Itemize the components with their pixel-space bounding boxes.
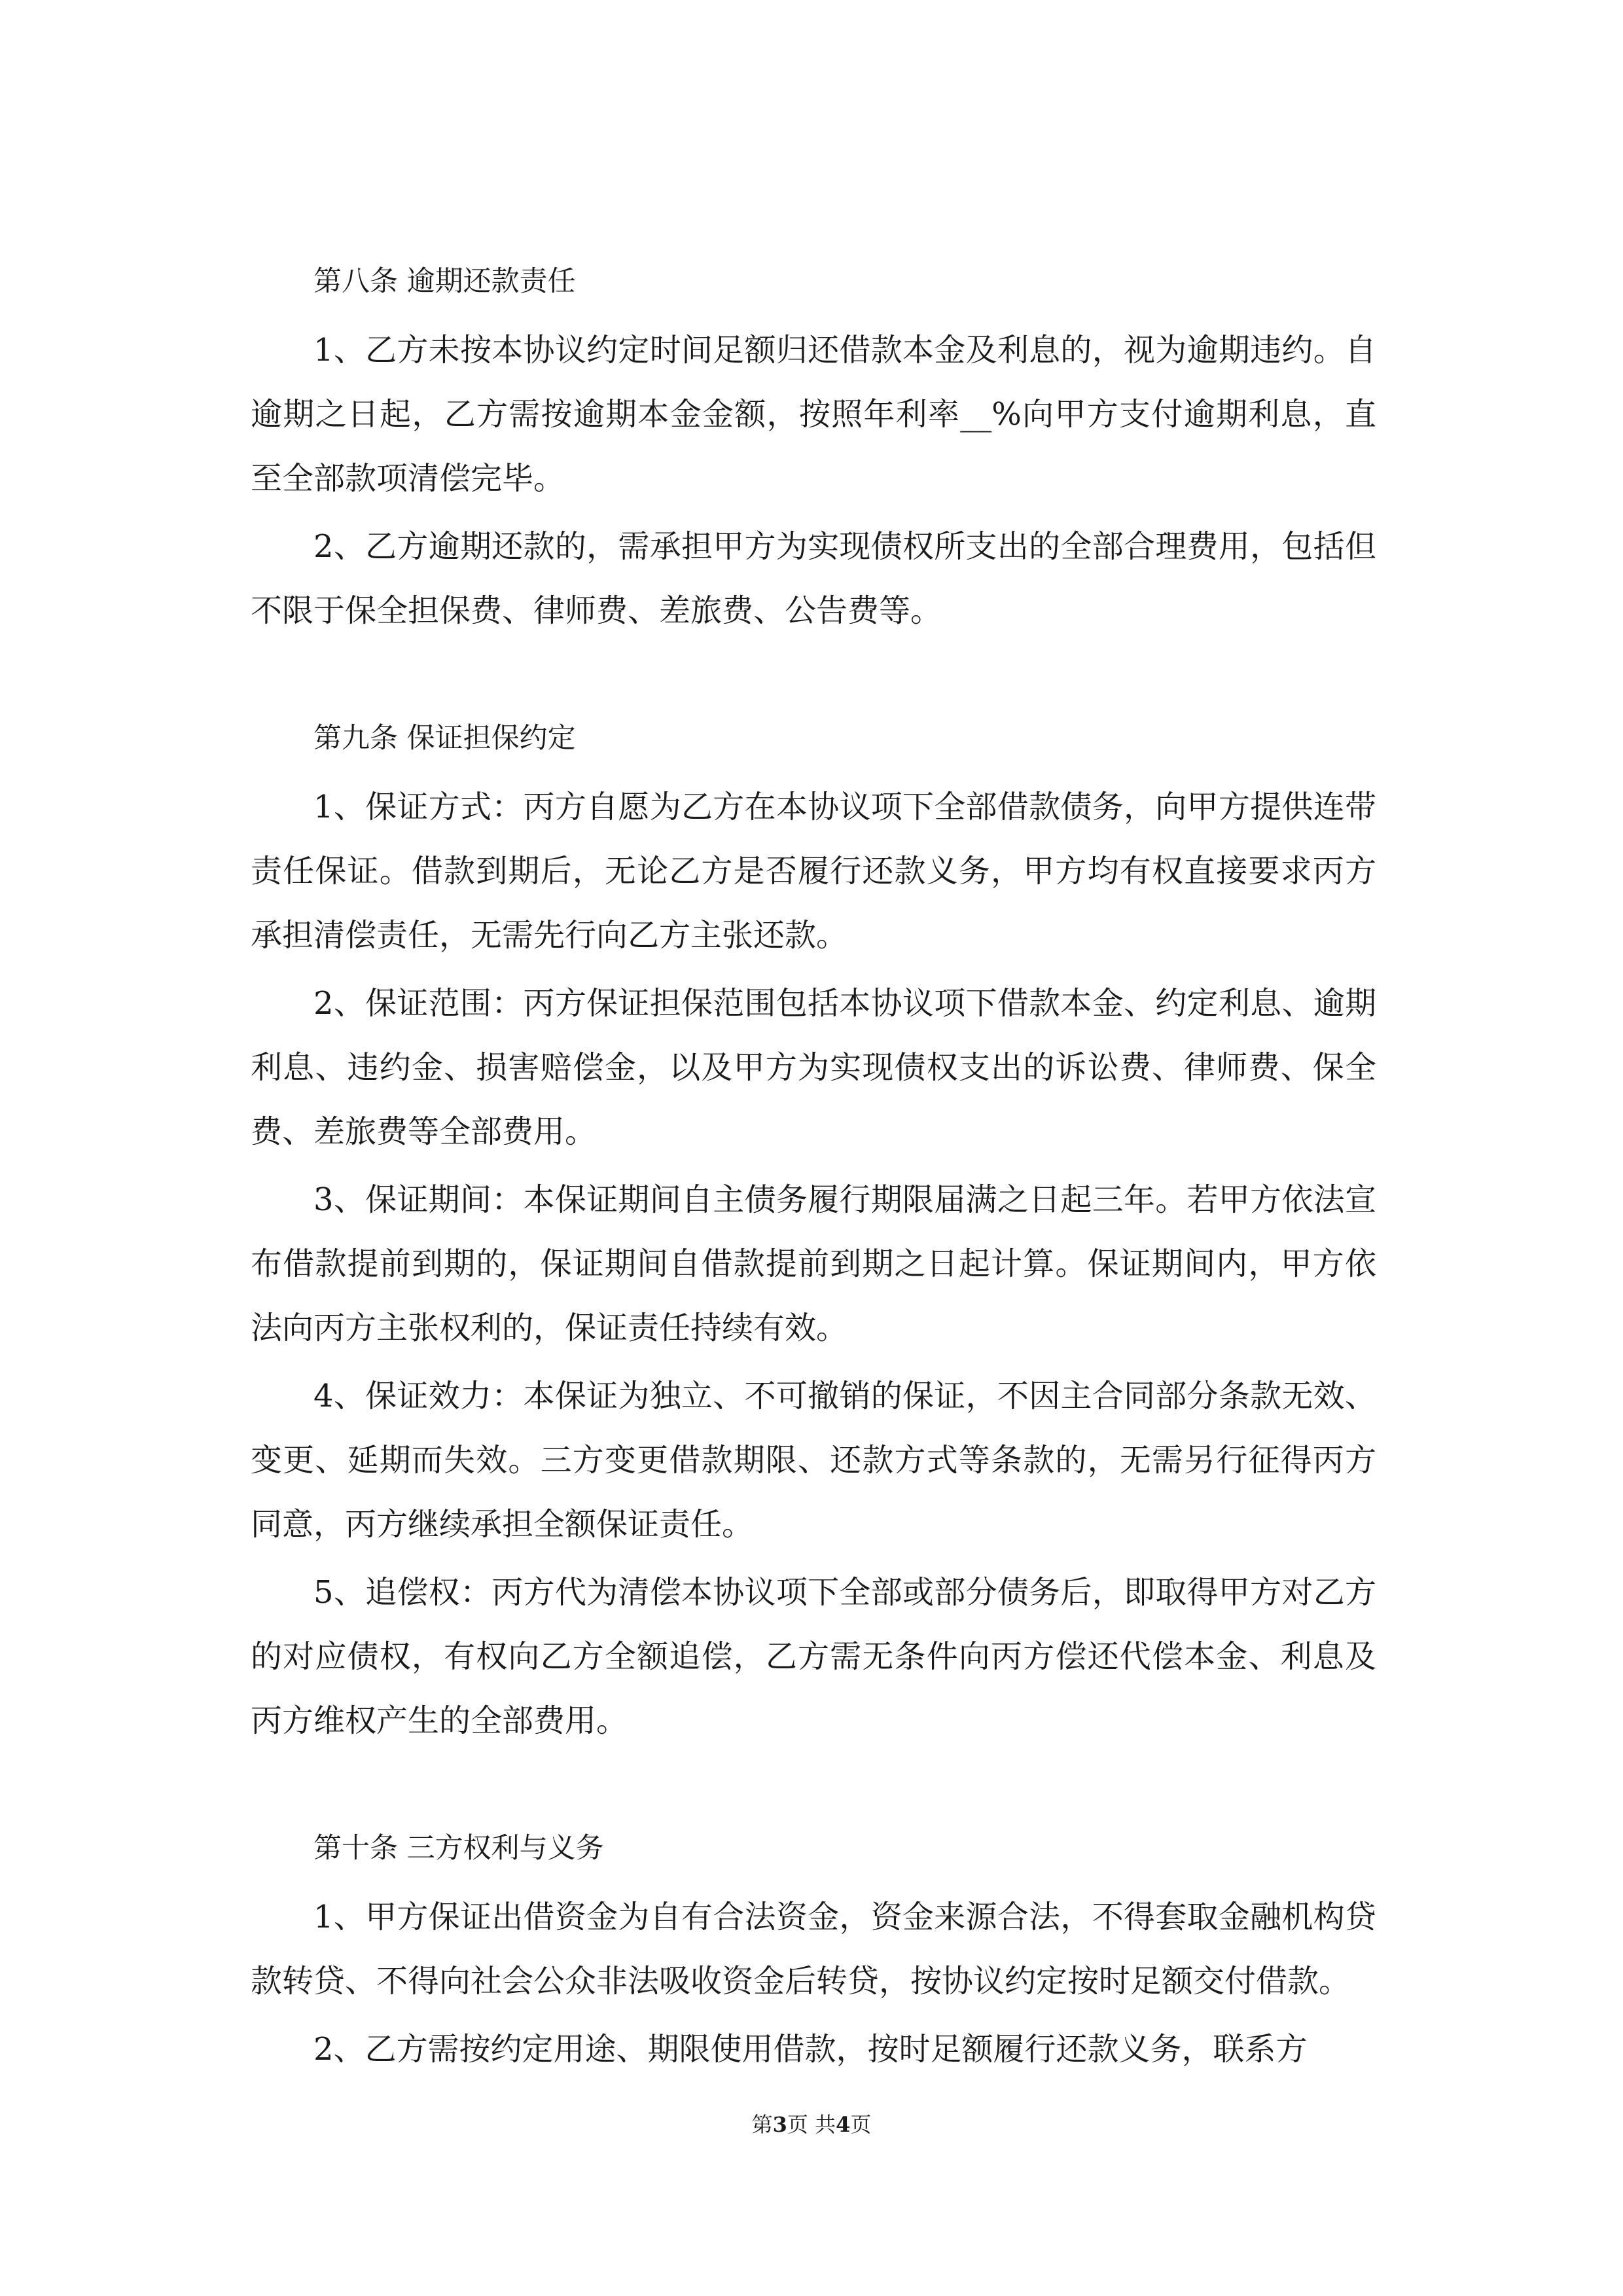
paragraph: 5、追偿权：丙方代为清偿本协议项下全部或部分债务后，即取得甲方对乙方的对应债权，有权向乙方全额追偿，乙方需无条件向丙方偿还代偿本金、利息及丙方维权产生的全部费用。	[251, 1574, 1376, 1739]
paragraph: 2、保证范围：丙方保证担保范围包括本协议项下借款本金、约定利息、逾期利息、违约金、损害赔偿金，以及甲方为实现债权支出的诉讼费、律师费、保全费、差旅费等全部费用。	[251, 985, 1376, 1150]
paragraph: 2、乙方逾期还款的，需承担甲方为实现债权所支出的全部合理费用，包括但不限于保全担保费、律师费、差旅费、公告费等。	[251, 528, 1376, 629]
document-body	[251, 249, 1376, 2081]
paragraph: 4、保证效力：本保证为独立、不可撤销的保证，不因主合同部分条款无效、变更、延期而失效。三方变更借款期限、还款方式等条款的，无需另行征得丙方同意，丙方继续承担全额保证责任。	[251, 1378, 1376, 1543]
section-article-8	[251, 249, 1376, 643]
section-heading: 第九条 保证担保约定	[313, 722, 576, 755]
footer-middle: 页 共	[787, 2112, 836, 2137]
footer-suffix: 页	[850, 2112, 872, 2137]
paragraph: 1、乙方未按本协议约定时间足额归还借款本金及利息的，视为逾期违约。自逾期之日起，乙方需按逾期本金金额，按照年利率__%向甲方支付逾期利息，直至全部款项清偿完毕。	[251, 332, 1376, 497]
section-article-9	[251, 706, 1376, 1753]
current-page-number: 3	[772, 2112, 787, 2137]
paragraph: 3、保证期间：本保证期间自主债务履行期限届满之日起三年。若甲方依法宣布借款提前到期的，保证期间自借款提前到期之日起计算。保证期间内，甲方依法向丙方主张权利的，保证责任持续有效。	[251, 1181, 1376, 1346]
paragraph: 1、保证方式：丙方自愿为乙方在本协议项下全部借款债务，向甲方提供连带责任保证。借款到期后，无论乙方是否履行还款义务，甲方均有权直接要求丙方承担清偿责任，无需先行向乙方主张还款。	[251, 789, 1376, 954]
paragraph: 1、甲方保证出借资金为自有合法资金，资金来源合法，不得套取金融机构贷款转贷、不得向社会公众非法吸收资金后转贷，按协议约定按时足额交付借款。	[251, 1899, 1376, 2000]
page-footer	[0, 2111, 1623, 2138]
section-article-10	[251, 1816, 1376, 2081]
paragraph: 2、乙方需按约定用途、期限使用借款，按时足额履行还款义务，联系方	[313, 2031, 1308, 2068]
footer-prefix: 第	[751, 2112, 773, 2137]
section-heading: 第八条 逾期还款责任	[313, 265, 576, 298]
total-page-number: 4	[836, 2112, 851, 2137]
section-heading: 第十条 三方权利与义务	[313, 1832, 604, 1865]
